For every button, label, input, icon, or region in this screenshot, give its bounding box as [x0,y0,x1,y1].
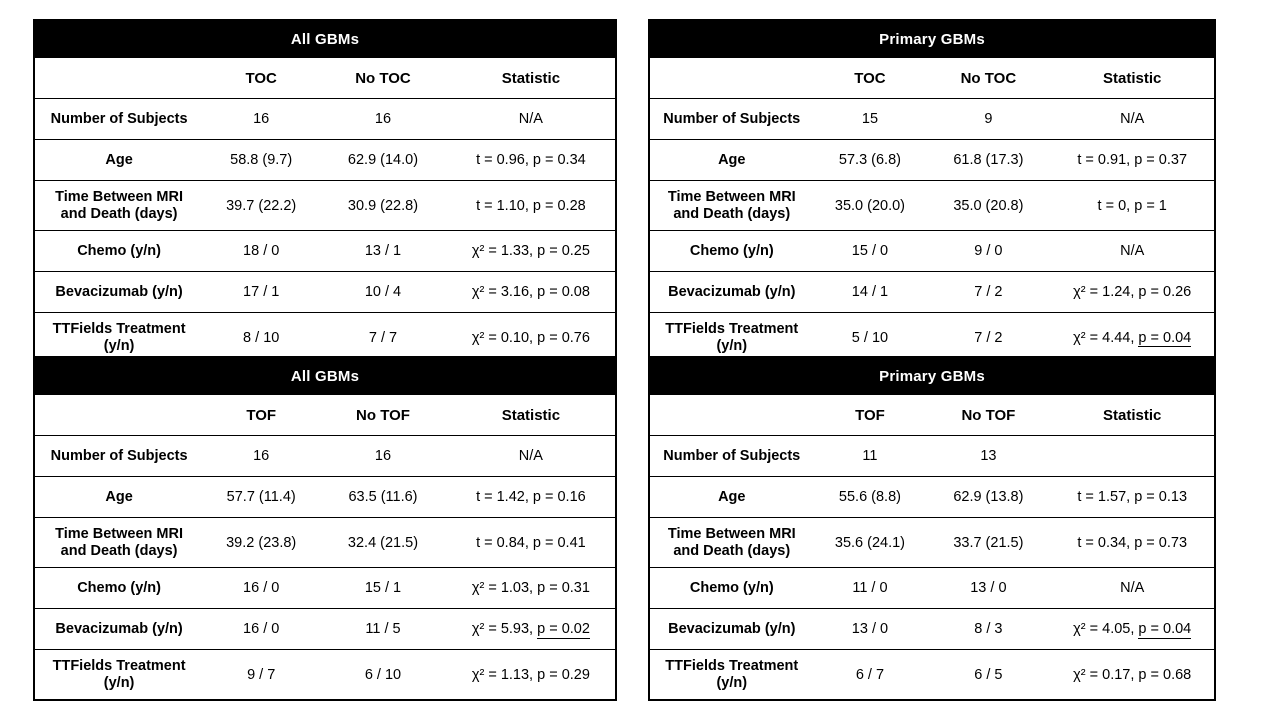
statistic-text: χ² = 1.03, p = 0.31 [471,580,590,596]
statistic-text: χ² = 0.17, p = 0.68 [1073,666,1192,683]
cell-value: 6 / 5 [926,650,1050,700]
table-row [650,140,1214,181]
cell-value: 9 / 0 [926,231,1050,272]
column-header-row [35,395,615,436]
table-row [35,436,615,477]
cell-statistic [447,650,615,700]
corner-cell [650,395,814,436]
table-row [35,313,615,363]
row-label: TTFields Treatment (y/n) [35,650,203,700]
statistic-text: N/A [1120,243,1145,259]
table-row [650,181,1214,231]
column-header: Statistic [1103,406,1162,424]
cell-value: 11 [814,436,927,477]
row-label: TTFields Treatment (y/n) [650,313,814,363]
cell-value: 13 / 0 [926,568,1050,609]
row-label: Number of Subjects [35,436,203,477]
cell-value: 8 / 10 [203,313,319,363]
cell-value: 15 [814,99,927,140]
statistic-text: χ² = 3.16, p = 0.08 [471,284,590,300]
table-row [35,99,615,140]
row-label: Number of Subjects [650,436,814,477]
column-header: No TOF [961,406,1016,424]
column-header: No TOC [355,69,411,87]
cell-value: 13 / 0 [814,609,927,650]
cell-value: 15 / 1 [319,568,447,609]
table-row [650,313,1214,363]
cell-statistic [1050,477,1214,518]
row-label: Bevacizumab (y/n) [650,272,814,313]
row-label: Chemo (y/n) [35,231,203,272]
row-label: Time Between MRI and Death (days) [35,181,203,231]
table-row [650,650,1214,700]
corner-cell [35,395,203,436]
cell-statistic [1050,99,1214,140]
column-header: Statistic [1103,69,1162,87]
statistic-text: χ² = 1.33, p = 0.25 [471,243,590,259]
cell-statistic [447,181,615,231]
table-row [650,518,1214,568]
table-grid [650,58,1214,362]
cell-value: 6 / 7 [814,650,927,700]
cell-value: 7 / 2 [926,272,1050,313]
cell-value: 17 / 1 [203,272,319,313]
cell-value: 9 / 7 [203,650,319,700]
table-row [35,477,615,518]
statistic-text: χ² = 4.05, [1073,621,1139,637]
row-label: Time Between MRI and Death (days) [650,181,814,231]
cell-value: 16 / 0 [203,568,319,609]
cell-value: 33.7 (21.5) [926,518,1050,568]
row-label: Age [35,140,203,181]
table-row [650,436,1214,477]
cell-statistic [447,568,615,609]
column-header: Statistic [501,69,561,87]
statistic-text: χ² = 1.13, p = 0.29 [471,666,590,683]
cell-statistic [447,99,615,140]
statistic-text: N/A [518,448,543,464]
statistic-text: χ² = 0.10, p = 0.76 [471,329,590,346]
row-label: Time Between MRI and Death (days) [650,518,814,568]
table-row [650,568,1214,609]
table-row [35,650,615,700]
cell-statistic [447,477,615,518]
column-header: No TOF [356,406,410,424]
corner-cell [650,58,814,99]
cell-value: 16 [319,99,447,140]
cell-statistic [1050,436,1214,477]
cell-statistic [1050,650,1214,700]
table-grid [35,395,615,699]
column-header: No TOC [960,69,1017,87]
statistic-text: χ² = 1.24, p = 0.26 [1073,284,1192,300]
row-label: Bevacizumab (y/n) [650,609,814,650]
cell-value: 5 / 10 [814,313,927,363]
table-grid [35,58,615,362]
cell-value: 10 / 4 [319,272,447,313]
row-label: Age [35,477,203,518]
statistic-text: t = 1.10, p = 0.28 [476,197,586,214]
table-primary-gbms-toc [648,19,1216,364]
table-title: All GBMs [35,358,615,395]
cell-value: 62.9 (14.0) [319,140,447,181]
cell-value: 16 [203,99,319,140]
statistic-text: N/A [1120,580,1145,596]
row-label: TTFields Treatment (y/n) [35,313,203,363]
table-row [650,609,1214,650]
column-header-row [35,58,615,99]
table-row [35,609,615,650]
table-grid [650,395,1214,699]
table-row [35,140,615,181]
statistic-text: t = 0.96, p = 0.34 [476,152,586,168]
table-all-gbms-toc [33,19,617,364]
row-label: TTFields Treatment (y/n) [650,650,814,700]
statistic-text: t = 1.57, p = 0.13 [1077,489,1188,505]
statistic-text: t = 1.42, p = 0.16 [476,489,586,505]
table-row [35,231,615,272]
statistic-text: N/A [1120,111,1145,127]
statistic-text: χ² = 5.93, [471,621,538,637]
cell-value: 9 [926,99,1050,140]
cell-value: 14 / 1 [814,272,927,313]
table-row [650,99,1214,140]
row-label: Time Between MRI and Death (days) [35,518,203,568]
statistic-text: t = 0.34, p = 0.73 [1077,534,1188,551]
table-primary-gbms-tof [648,356,1216,701]
cell-value: 7 / 7 [319,313,447,363]
cell-value: 11 / 5 [319,609,447,650]
cell-statistic [1050,518,1214,568]
cell-value: 39.2 (23.8) [203,518,319,568]
row-label: Bevacizumab (y/n) [35,272,203,313]
cell-statistic [1050,313,1214,363]
statistic-text: t = 0, p = 1 [1097,197,1167,214]
column-header: TOF [246,406,277,424]
column-header: Statistic [501,406,561,424]
cell-value: 32.4 (21.5) [319,518,447,568]
statistic-underlined: p = 0.02 [537,621,590,637]
cell-value: 55.6 (8.8) [814,477,927,518]
cell-statistic [1050,568,1214,609]
table-row [35,181,615,231]
cell-value: 13 [926,436,1050,477]
cell-statistic [1050,272,1214,313]
cell-statistic [447,140,615,181]
column-header: TOC [245,69,277,87]
cell-value: 7 / 2 [926,313,1050,363]
table-row [35,518,615,568]
column-header-row [650,395,1214,436]
table-title: Primary GBMs [650,358,1214,395]
cell-value: 15 / 0 [814,231,927,272]
row-label: Number of Subjects [35,99,203,140]
row-label: Number of Subjects [650,99,814,140]
row-label: Chemo (y/n) [650,568,814,609]
statistic-underlined: p = 0.04 [1138,621,1192,637]
statistic-text: t = 0.84, p = 0.41 [476,534,586,551]
cell-value: 16 / 0 [203,609,319,650]
cell-value: 63.5 (11.6) [319,477,447,518]
cell-value: 62.9 (13.8) [926,477,1050,518]
cell-value: 57.7 (11.4) [203,477,319,518]
row-label: Bevacizumab (y/n) [35,609,203,650]
table-row [650,231,1214,272]
cell-statistic [447,313,615,363]
row-label: Age [650,140,814,181]
cell-value: 6 / 10 [319,650,447,700]
cell-statistic [447,436,615,477]
table-row [650,272,1214,313]
table-row [35,568,615,609]
cell-statistic [1050,609,1214,650]
cell-statistic [1050,181,1214,231]
cell-value: 13 / 1 [319,231,447,272]
row-label: Age [650,477,814,518]
cell-statistic [1050,231,1214,272]
table-row [650,477,1214,518]
statistic-underlined: p = 0.04 [1138,329,1192,346]
cell-statistic [447,518,615,568]
table-title: All GBMs [35,21,615,58]
statistic-text: t = 0.91, p = 0.37 [1077,152,1188,168]
cell-value: 58.8 (9.7) [203,140,319,181]
cell-value: 30.9 (22.8) [319,181,447,231]
statistic-text: N/A [518,111,543,127]
cell-statistic [1050,140,1214,181]
cell-value: 35.6 (24.1) [814,518,927,568]
table-row [35,272,615,313]
cell-value: 16 [319,436,447,477]
cell-value: 35.0 (20.8) [926,181,1050,231]
cell-value: 11 / 0 [814,568,927,609]
table-title: Primary GBMs [650,21,1214,58]
cell-value: 16 [203,436,319,477]
cell-statistic [447,231,615,272]
statistic-text: χ² = 4.44, [1073,329,1139,346]
cell-value: 57.3 (6.8) [814,140,927,181]
cell-statistic [447,272,615,313]
row-label: Chemo (y/n) [35,568,203,609]
cell-value: 35.0 (20.0) [814,181,927,231]
column-header: TOF [855,406,885,424]
row-label: Chemo (y/n) [650,231,814,272]
column-header: TOC [854,69,886,87]
cell-value: 39.7 (22.2) [203,181,319,231]
cell-value: 8 / 3 [926,609,1050,650]
cell-value: 18 / 0 [203,231,319,272]
column-header-row [650,58,1214,99]
cell-statistic [447,609,615,650]
cell-value: 61.8 (17.3) [926,140,1050,181]
corner-cell [35,58,203,99]
table-all-gbms-tof [33,356,617,701]
